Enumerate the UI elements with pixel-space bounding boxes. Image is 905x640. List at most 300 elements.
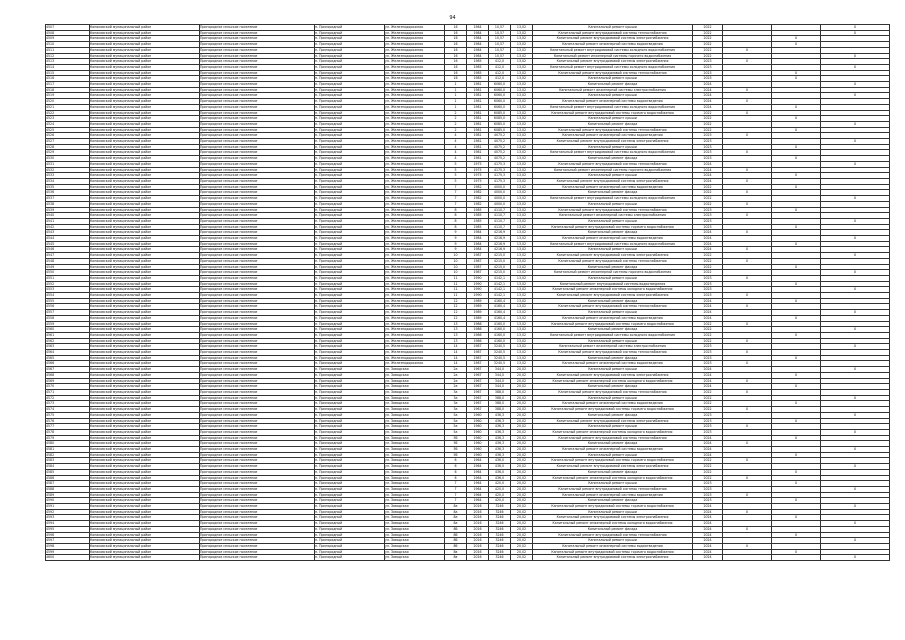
cell-area: 344,0 — [489, 367, 511, 373]
cell-work-type: Капитальный ремонт внутридомовой системы электроснабжения — [533, 372, 693, 378]
cell-street: ул. Заводская — [385, 378, 445, 384]
cell-work-type: Капитальный ремонт крыши — [533, 93, 693, 99]
cell-street: ул. Железнодорожная — [385, 196, 445, 202]
cell-work-type: Капитальный ремонт инженерной системы водоотведения — [533, 401, 693, 407]
cell-row-id: 4593 — [46, 515, 90, 521]
cell-area: 4075,2 — [489, 150, 511, 156]
cell-build-year: 1981 — [467, 139, 489, 145]
cell-house-number: 11 — [445, 281, 467, 287]
cell-street: ул. Заводская — [385, 521, 445, 527]
cell-house-number: 8в — [445, 549, 467, 555]
cell-street: ул. Железнодорожная — [385, 355, 445, 361]
cell-rate: 13,02 — [511, 82, 533, 88]
cell-street: ул. Железнодорожная — [385, 116, 445, 122]
cell-house-number: 16 — [445, 25, 467, 31]
cell-work-type: Капитальный ремонт инженерной системы водоотведения — [533, 133, 693, 139]
cell-build-year: 2016 — [467, 532, 489, 538]
cell-build-year: 1982 — [467, 196, 489, 202]
cell-street: ул. Заводская — [385, 395, 445, 401]
cell-district: Конаковский муниципальный район — [90, 275, 200, 281]
cell-locality: п. Пригородный — [315, 167, 385, 173]
cell-district: Конаковский муниципальный район — [90, 241, 200, 247]
cell-settlement: Пригородное сельское поселение — [200, 275, 315, 281]
cell-work-type: Капитальный ремонт внутридомовой системы горячего водоснабжения — [533, 458, 693, 464]
cell-work-type: Капитальный ремонт инженерной системы электроснабжения — [533, 87, 693, 93]
cell-mark-1: X — [723, 390, 772, 396]
cell-work-type: Капитальный ремонт внутридомовой системы холодного водоснабжения — [533, 196, 693, 202]
cell-plan-year: 2023 — [693, 275, 723, 281]
cell-build-year: 1964 — [467, 492, 489, 498]
cell-mark-3: X — [821, 367, 890, 373]
cell-build-year: 1984 — [467, 241, 489, 247]
cell-rate: 13,02 — [511, 201, 533, 207]
cell-settlement: Пригородное сельское поселение — [200, 441, 315, 447]
cell-mark-2: X — [772, 207, 821, 213]
cell-settlement: Пригородное сельское поселение — [200, 258, 315, 264]
cell-row-id: 4568 — [46, 372, 90, 378]
cell-row-id: 4543 — [46, 230, 90, 236]
cell-mark-1: X — [723, 150, 772, 156]
cell-rate: 13,02 — [511, 59, 533, 65]
cell-build-year: 2016 — [467, 521, 489, 527]
cell-work-type: Капитальный ремонт инженерной системы водоотведения — [533, 492, 693, 498]
cell-district: Конаковский муниципальный район — [90, 344, 200, 350]
cell-area: 4175,3 — [489, 167, 511, 173]
cell-work-type: Капитальный ремонт фасада — [533, 298, 693, 304]
cell-settlement: Пригородное сельское поселение — [200, 344, 315, 350]
cell-locality: п. Пригородный — [315, 492, 385, 498]
cell-district: Конаковский муниципальный район — [90, 224, 200, 230]
cell-rate: 13,02 — [511, 150, 533, 156]
cell-street: ул. Заводская — [385, 464, 445, 470]
cell-street: ул. Заводская — [385, 475, 445, 481]
cell-build-year: 2016 — [467, 526, 489, 532]
cell-area: 6060,0 — [489, 87, 511, 93]
cell-area: 6060,0 — [489, 93, 511, 99]
cell-street: ул. Железнодорожная — [385, 338, 445, 344]
cell-district: Конаковский муниципальный район — [90, 161, 200, 167]
cell-plan-year: 2023 — [693, 486, 723, 492]
cell-locality: п. Пригородный — [315, 418, 385, 424]
cell-house-number: 16 — [445, 36, 467, 42]
cell-work-type: Капитальный ремонт крыши — [533, 509, 693, 515]
cell-work-type: Капитальный ремонт крыши — [533, 367, 693, 373]
cell-plan-year: 2023 — [693, 218, 723, 224]
cell-area: 436,0 — [489, 458, 511, 464]
cell-rate: 13,02 — [511, 121, 533, 127]
cell-district: Конаковский муниципальный район — [90, 36, 200, 42]
cell-area: 3246 — [489, 532, 511, 538]
cell-settlement: Пригородное сельское поселение — [200, 361, 315, 367]
cell-plan-year: 2022 — [693, 327, 723, 333]
cell-settlement: Пригородное сельское поселение — [200, 549, 315, 555]
cell-work-type: Капитальный ремонт внутридомовой системы электроснабжения — [533, 515, 693, 521]
cell-district: Конаковский муниципальный район — [90, 361, 200, 367]
cell-area: 436,3 — [489, 435, 511, 441]
cell-street: ул. Железнодорожная — [385, 30, 445, 36]
cell-settlement: Пригородное сельское поселение — [200, 190, 315, 196]
cell-row-id: 4571 — [46, 390, 90, 396]
cell-locality: п. Пригородный — [315, 82, 385, 88]
cell-locality: п. Пригородный — [315, 310, 385, 316]
cell-work-type: Капитальный ремонт крыши — [533, 275, 693, 281]
cell-rate: 20,02 — [511, 464, 533, 470]
cell-mark-1: X — [723, 361, 772, 367]
cell-district: Конаковский муниципальный район — [90, 110, 200, 116]
cell-street: ул. Заводская — [385, 515, 445, 521]
cell-plan-year: 2024 — [693, 504, 723, 510]
cell-house-number: 16 — [445, 59, 467, 65]
cell-row-id: 4547 — [46, 253, 90, 259]
cell-plan-year: 2022 — [693, 30, 723, 36]
cell-row-id: 4517 — [46, 82, 90, 88]
cell-area: 4142,1 — [489, 293, 511, 299]
cell-mark-2: X — [772, 481, 821, 487]
cell-work-type: Капитальный ремонт внутридомовой системы теплоснабжения — [533, 207, 693, 213]
cell-district: Конаковский муниципальный район — [90, 350, 200, 356]
cell-house-number: 8в — [445, 555, 467, 561]
cell-locality: п. Пригородный — [315, 441, 385, 447]
cell-area: 10,57 — [489, 42, 511, 48]
cell-row-id: 4507 — [46, 25, 90, 31]
cell-mark-3: X — [821, 253, 890, 259]
cell-rate: 20,02 — [511, 543, 533, 549]
cell-locality: п. Пригородный — [315, 139, 385, 145]
cell-work-type: Капитальный ремонт внутридомовой системы электроснабжения — [533, 464, 693, 470]
cell-locality: п. Пригородный — [315, 424, 385, 430]
cell-mark-2: X — [772, 76, 821, 82]
cell-locality: п. Пригородный — [315, 395, 385, 401]
cell-street: ул. Железнодорожная — [385, 53, 445, 59]
cell-district: Конаковский муниципальный район — [90, 418, 200, 424]
cell-build-year: 1975 — [467, 161, 489, 167]
cell-settlement: Пригородное сельское поселение — [200, 59, 315, 65]
cell-area: 6085,0 — [489, 116, 511, 122]
cell-street: ул. Железнодорожная — [385, 150, 445, 156]
cell-rate: 13,02 — [511, 281, 533, 287]
cell-house-number: 16 — [445, 47, 467, 53]
cell-mark-1: X — [723, 110, 772, 116]
cell-house-number: 5б — [445, 447, 467, 453]
cell-locality: п. Пригородный — [315, 76, 385, 82]
cell-mark-2: X — [772, 469, 821, 475]
cell-row-id: 4526 — [46, 133, 90, 139]
cell-rate: 20,02 — [511, 475, 533, 481]
cell-plan-year: 2023 — [693, 156, 723, 162]
cell-plan-year: 2022 — [693, 258, 723, 264]
cell-street: ул. Железнодорожная — [385, 156, 445, 162]
cell-row-id: 4515 — [46, 70, 90, 76]
cell-locality: п. Пригородный — [315, 133, 385, 139]
cell-district: Конаковский муниципальный район — [90, 47, 200, 53]
cell-plan-year: 2022 — [693, 464, 723, 470]
cell-rate: 13,02 — [511, 321, 533, 327]
cell-row-id: 4521 — [46, 104, 90, 110]
cell-district: Конаковский муниципальный район — [90, 521, 200, 527]
cell-house-number: 5а — [445, 429, 467, 435]
cell-street: ул. Железнодорожная — [385, 287, 445, 293]
cell-district: Конаковский муниципальный район — [90, 390, 200, 396]
cell-settlement: Пригородное сельское поселение — [200, 543, 315, 549]
cell-plan-year: 2024 — [693, 509, 723, 515]
cell-district: Конаковский муниципальный район — [90, 64, 200, 70]
cell-district: Конаковский муниципальный район — [90, 184, 200, 190]
cell-rate: 13,02 — [511, 167, 533, 173]
cell-settlement: Пригородное сельское поселение — [200, 121, 315, 127]
cell-mark-1: X — [723, 230, 772, 236]
cell-house-number: 16 — [445, 30, 467, 36]
cell-house-number: 5а — [445, 424, 467, 430]
cell-house-number: 9 — [445, 241, 467, 247]
cell-row-id: 4545 — [46, 241, 90, 247]
cell-locality: п. Пригородный — [315, 275, 385, 281]
cell-street: ул. Железнодорожная — [385, 247, 445, 253]
cell-plan-year: 2023 — [693, 481, 723, 487]
cell-street: ул. Железнодорожная — [385, 218, 445, 224]
cell-mark-2: X — [772, 156, 821, 162]
cell-settlement: Пригородное сельское поселение — [200, 418, 315, 424]
cell-locality: п. Пригородный — [315, 549, 385, 555]
cell-mark-2: X — [772, 144, 821, 150]
cell-house-number: 12 — [445, 298, 467, 304]
cell-district: Конаковский муниципальный район — [90, 264, 200, 270]
cell-house-number: 8 — [445, 213, 467, 219]
cell-district: Конаковский муниципальный район — [90, 395, 200, 401]
cell-work-type: Капитальный ремонт инженерной системы водоотведения — [533, 42, 693, 48]
cell-rate: 20,02 — [511, 469, 533, 475]
cell-mark-2: X — [772, 70, 821, 76]
cell-district: Конаковский муниципальный район — [90, 509, 200, 515]
cell-settlement: Пригородное сельское поселение — [200, 310, 315, 316]
cell-house-number: 7 — [445, 190, 467, 196]
cell-district: Конаковский муниципальный район — [90, 532, 200, 538]
cell-rate: 13,02 — [511, 218, 533, 224]
cell-locality: п. Пригородный — [315, 104, 385, 110]
cell-rate: 20,02 — [511, 521, 533, 527]
cell-build-year: 1989 — [467, 310, 489, 316]
cell-mark-3: X — [821, 218, 890, 224]
cell-settlement: Пригородное сельское поселение — [200, 407, 315, 413]
cell-rate: 13,02 — [511, 310, 533, 316]
cell-build-year: 1987 — [467, 355, 489, 361]
cell-mark-1: X — [723, 526, 772, 532]
cell-build-year: 2016 — [467, 509, 489, 515]
cell-settlement: Пригородное сельское поселение — [200, 424, 315, 430]
cell-house-number: 9 — [445, 236, 467, 242]
cell-rate: 20,02 — [511, 441, 533, 447]
cell-work-type: Капитальный ремонт инженерной системы горячего водоснабжения — [533, 53, 693, 59]
cell-work-type: Капитальный ремонт крыши — [533, 25, 693, 31]
cell-locality: п. Пригородный — [315, 504, 385, 510]
cell-settlement: Пригородное сельское поселение — [200, 538, 315, 544]
cell-plan-year: 2024 — [693, 435, 723, 441]
cell-rate: 13,02 — [511, 144, 533, 150]
cell-house-number: 12 — [445, 304, 467, 310]
cell-locality: п. Пригородный — [315, 253, 385, 259]
cell-street: ул. Заводская — [385, 526, 445, 532]
cell-build-year: 1985 — [467, 64, 489, 70]
cell-locality: п. Пригородный — [315, 161, 385, 167]
cell-locality: п. Пригородный — [315, 315, 385, 321]
cell-area: 4160,0 — [489, 338, 511, 344]
cell-area: 10,57 — [489, 25, 511, 31]
cell-street: ул. Заводская — [385, 492, 445, 498]
cell-street: ул. Железнодорожная — [385, 241, 445, 247]
cell-work-type: Капитальный ремонт внутридомовой системы холодного водоснабжения — [533, 241, 693, 247]
cell-plan-year: 2024 — [693, 549, 723, 555]
cell-district: Конаковский муниципальный район — [90, 401, 200, 407]
cell-house-number: 1 — [445, 93, 467, 99]
cell-row-id: 4600 — [46, 555, 90, 561]
cell-locality: п. Пригородный — [315, 447, 385, 453]
cell-mark-1 — [723, 555, 772, 561]
cell-locality: п. Пригородный — [315, 515, 385, 521]
cell-locality: п. Пригородный — [315, 42, 385, 48]
cell-house-number: 7 — [445, 486, 467, 492]
cell-settlement: Пригородное сельское поселение — [200, 42, 315, 48]
cell-area: 6085,0 — [489, 121, 511, 127]
cell-build-year: 1981 — [467, 121, 489, 127]
cell-work-type: Капитальный ремонт крыши — [533, 310, 693, 316]
cell-plan-year: 2024 — [693, 526, 723, 532]
cell-build-year: 2016 — [467, 549, 489, 555]
cell-work-type: Капитальный ремонт крыши — [533, 424, 693, 430]
cell-build-year: 2016 — [467, 543, 489, 549]
cell-district: Конаковский муниципальный район — [90, 412, 200, 418]
cell-area: 420,0 — [489, 486, 511, 492]
cell-row-id: 4579 — [46, 435, 90, 441]
cell-settlement: Пригородное сельское поселение — [200, 532, 315, 538]
cell-row-id: 4584 — [46, 464, 90, 470]
cell-mark-3: X — [821, 538, 890, 544]
cell-house-number: 8б — [445, 532, 467, 538]
cell-row-id: 4564 — [46, 350, 90, 356]
cell-mark-2: X — [772, 315, 821, 321]
cell-mark-1: X — [723, 247, 772, 253]
cell-rate: 13,02 — [511, 270, 533, 276]
cell-rate: 13,02 — [511, 110, 533, 116]
cell-locality: п. Пригородный — [315, 156, 385, 162]
cell-plan-year: 2023 — [693, 59, 723, 65]
page-number: 94 — [449, 15, 456, 21]
cell-settlement: Пригородное сельское поселение — [200, 133, 315, 139]
cell-locality: п. Пригородный — [315, 241, 385, 247]
cell-mark-1: X — [723, 190, 772, 196]
cell-street: ул. Железнодорожная — [385, 139, 445, 145]
cell-plan-year: 2022 — [693, 47, 723, 53]
cell-settlement: Пригородное сельское поселение — [200, 241, 315, 247]
cell-settlement: Пригородное сельское поселение — [200, 36, 315, 42]
cell-street: ул. Железнодорожная — [385, 64, 445, 70]
cell-build-year: 1985 — [467, 224, 489, 230]
cell-locality: п. Пригородный — [315, 224, 385, 230]
cell-settlement: Пригородное сельское поселение — [200, 270, 315, 276]
cell-locality: п. Пригородный — [315, 298, 385, 304]
cell-area: 344,0 — [489, 384, 511, 390]
cell-settlement: Пригородное сельское поселение — [200, 378, 315, 384]
cell-locality: п. Пригородный — [315, 498, 385, 504]
cell-settlement: Пригородное сельское поселение — [200, 287, 315, 293]
cell-locality: п. Пригородный — [315, 230, 385, 236]
cell-rate: 20,02 — [511, 458, 533, 464]
cell-district: Конаковский муниципальный район — [90, 99, 200, 105]
cell-house-number: 12 — [445, 315, 467, 321]
cell-work-type: Капитальный ремонт внутридомовой системы электроснабжения — [533, 36, 693, 42]
cell-street: ул. Железнодорожная — [385, 47, 445, 53]
cell-plan-year: 2024 — [693, 310, 723, 316]
cell-build-year: 1981 — [467, 93, 489, 99]
cell-rate: 13,02 — [511, 327, 533, 333]
cell-house-number: 13 — [445, 332, 467, 338]
cell-street: ул. Железнодорожная — [385, 361, 445, 367]
cell-build-year: 1981 — [467, 116, 489, 122]
cell-plan-year: 2023 — [693, 492, 723, 498]
cell-street: ул. Заводская — [385, 390, 445, 396]
cell-house-number: 4 — [445, 133, 467, 139]
cell-row-id: 4589 — [46, 492, 90, 498]
cell-plan-year: 2024 — [693, 441, 723, 447]
cell-locality: п. Пригородный — [315, 127, 385, 133]
cell-area: 4075,2 — [489, 144, 511, 150]
cell-plan-year: 2024 — [693, 521, 723, 527]
cell-work-type: Капитальный ремонт внутридомовой системы холодного водоснабжения — [533, 47, 693, 53]
cell-plan-year: 2023 — [693, 293, 723, 299]
cell-row-id: 4556 — [46, 304, 90, 310]
cell-street: ул. Железнодорожная — [385, 110, 445, 116]
cell-area: 4175,3 — [489, 161, 511, 167]
cell-street: ул. Железнодорожная — [385, 293, 445, 299]
cell-district: Конаковский муниципальный район — [90, 76, 200, 82]
cell-area: 412,0 — [489, 64, 511, 70]
cell-rate: 13,02 — [511, 42, 533, 48]
cell-rate: 20,02 — [511, 407, 533, 413]
cell-work-type: Капитальный ремонт инженерной системы электроснабжения — [533, 213, 693, 219]
cell-settlement: Пригородное сельское поселение — [200, 76, 315, 82]
cell-settlement: Пригородное сельское поселение — [200, 355, 315, 361]
cell-plan-year: 2022 — [693, 110, 723, 116]
cell-build-year: 1967 — [467, 372, 489, 378]
cell-build-year: 1981 — [467, 104, 489, 110]
cell-street: ул. Заводская — [385, 543, 445, 549]
cell-plan-year: 2022 — [693, 196, 723, 202]
cell-locality: п. Пригородный — [315, 25, 385, 31]
cell-plan-year: 2022 — [693, 121, 723, 127]
cell-street: ул. Железнодорожная — [385, 87, 445, 93]
cell-work-type: Капитальный ремонт внутридомовой системы теплоснабжения — [533, 486, 693, 492]
cell-locality: п. Пригородный — [315, 321, 385, 327]
cell-street: ул. Железнодорожная — [385, 59, 445, 65]
cell-house-number: 2а — [445, 384, 467, 390]
cell-district: Конаковский муниципальный район — [90, 230, 200, 236]
cell-house-number: 6 — [445, 469, 467, 475]
cell-build-year: 1960 — [467, 424, 489, 430]
cell-settlement: Пригородное сельское поселение — [200, 315, 315, 321]
cell-area: 4160,4 — [489, 315, 511, 321]
cell-locality: п. Пригородный — [315, 258, 385, 264]
cell-work-type: Капитальный ремонт инженерной системы водоотведения — [533, 184, 693, 190]
cell-work-type: Капитальный ремонт внутридомовой системы холодного водоснабжения — [533, 150, 693, 156]
cell-area: 3246 — [489, 543, 511, 549]
cell-mark-1: X — [723, 441, 772, 447]
cell-locality: п. Пригородный — [315, 435, 385, 441]
cell-locality: п. Пригородный — [315, 287, 385, 293]
cell-row-id: 4591 — [46, 504, 90, 510]
cell-rate: 13,02 — [511, 70, 533, 76]
cell-mark-3: X — [821, 121, 890, 127]
cell-work-type: Капитальный ремонт внутридомовой системы электроснабжения — [533, 178, 693, 184]
cell-house-number: 12 — [445, 310, 467, 316]
cell-house-number: 3а — [445, 395, 467, 401]
